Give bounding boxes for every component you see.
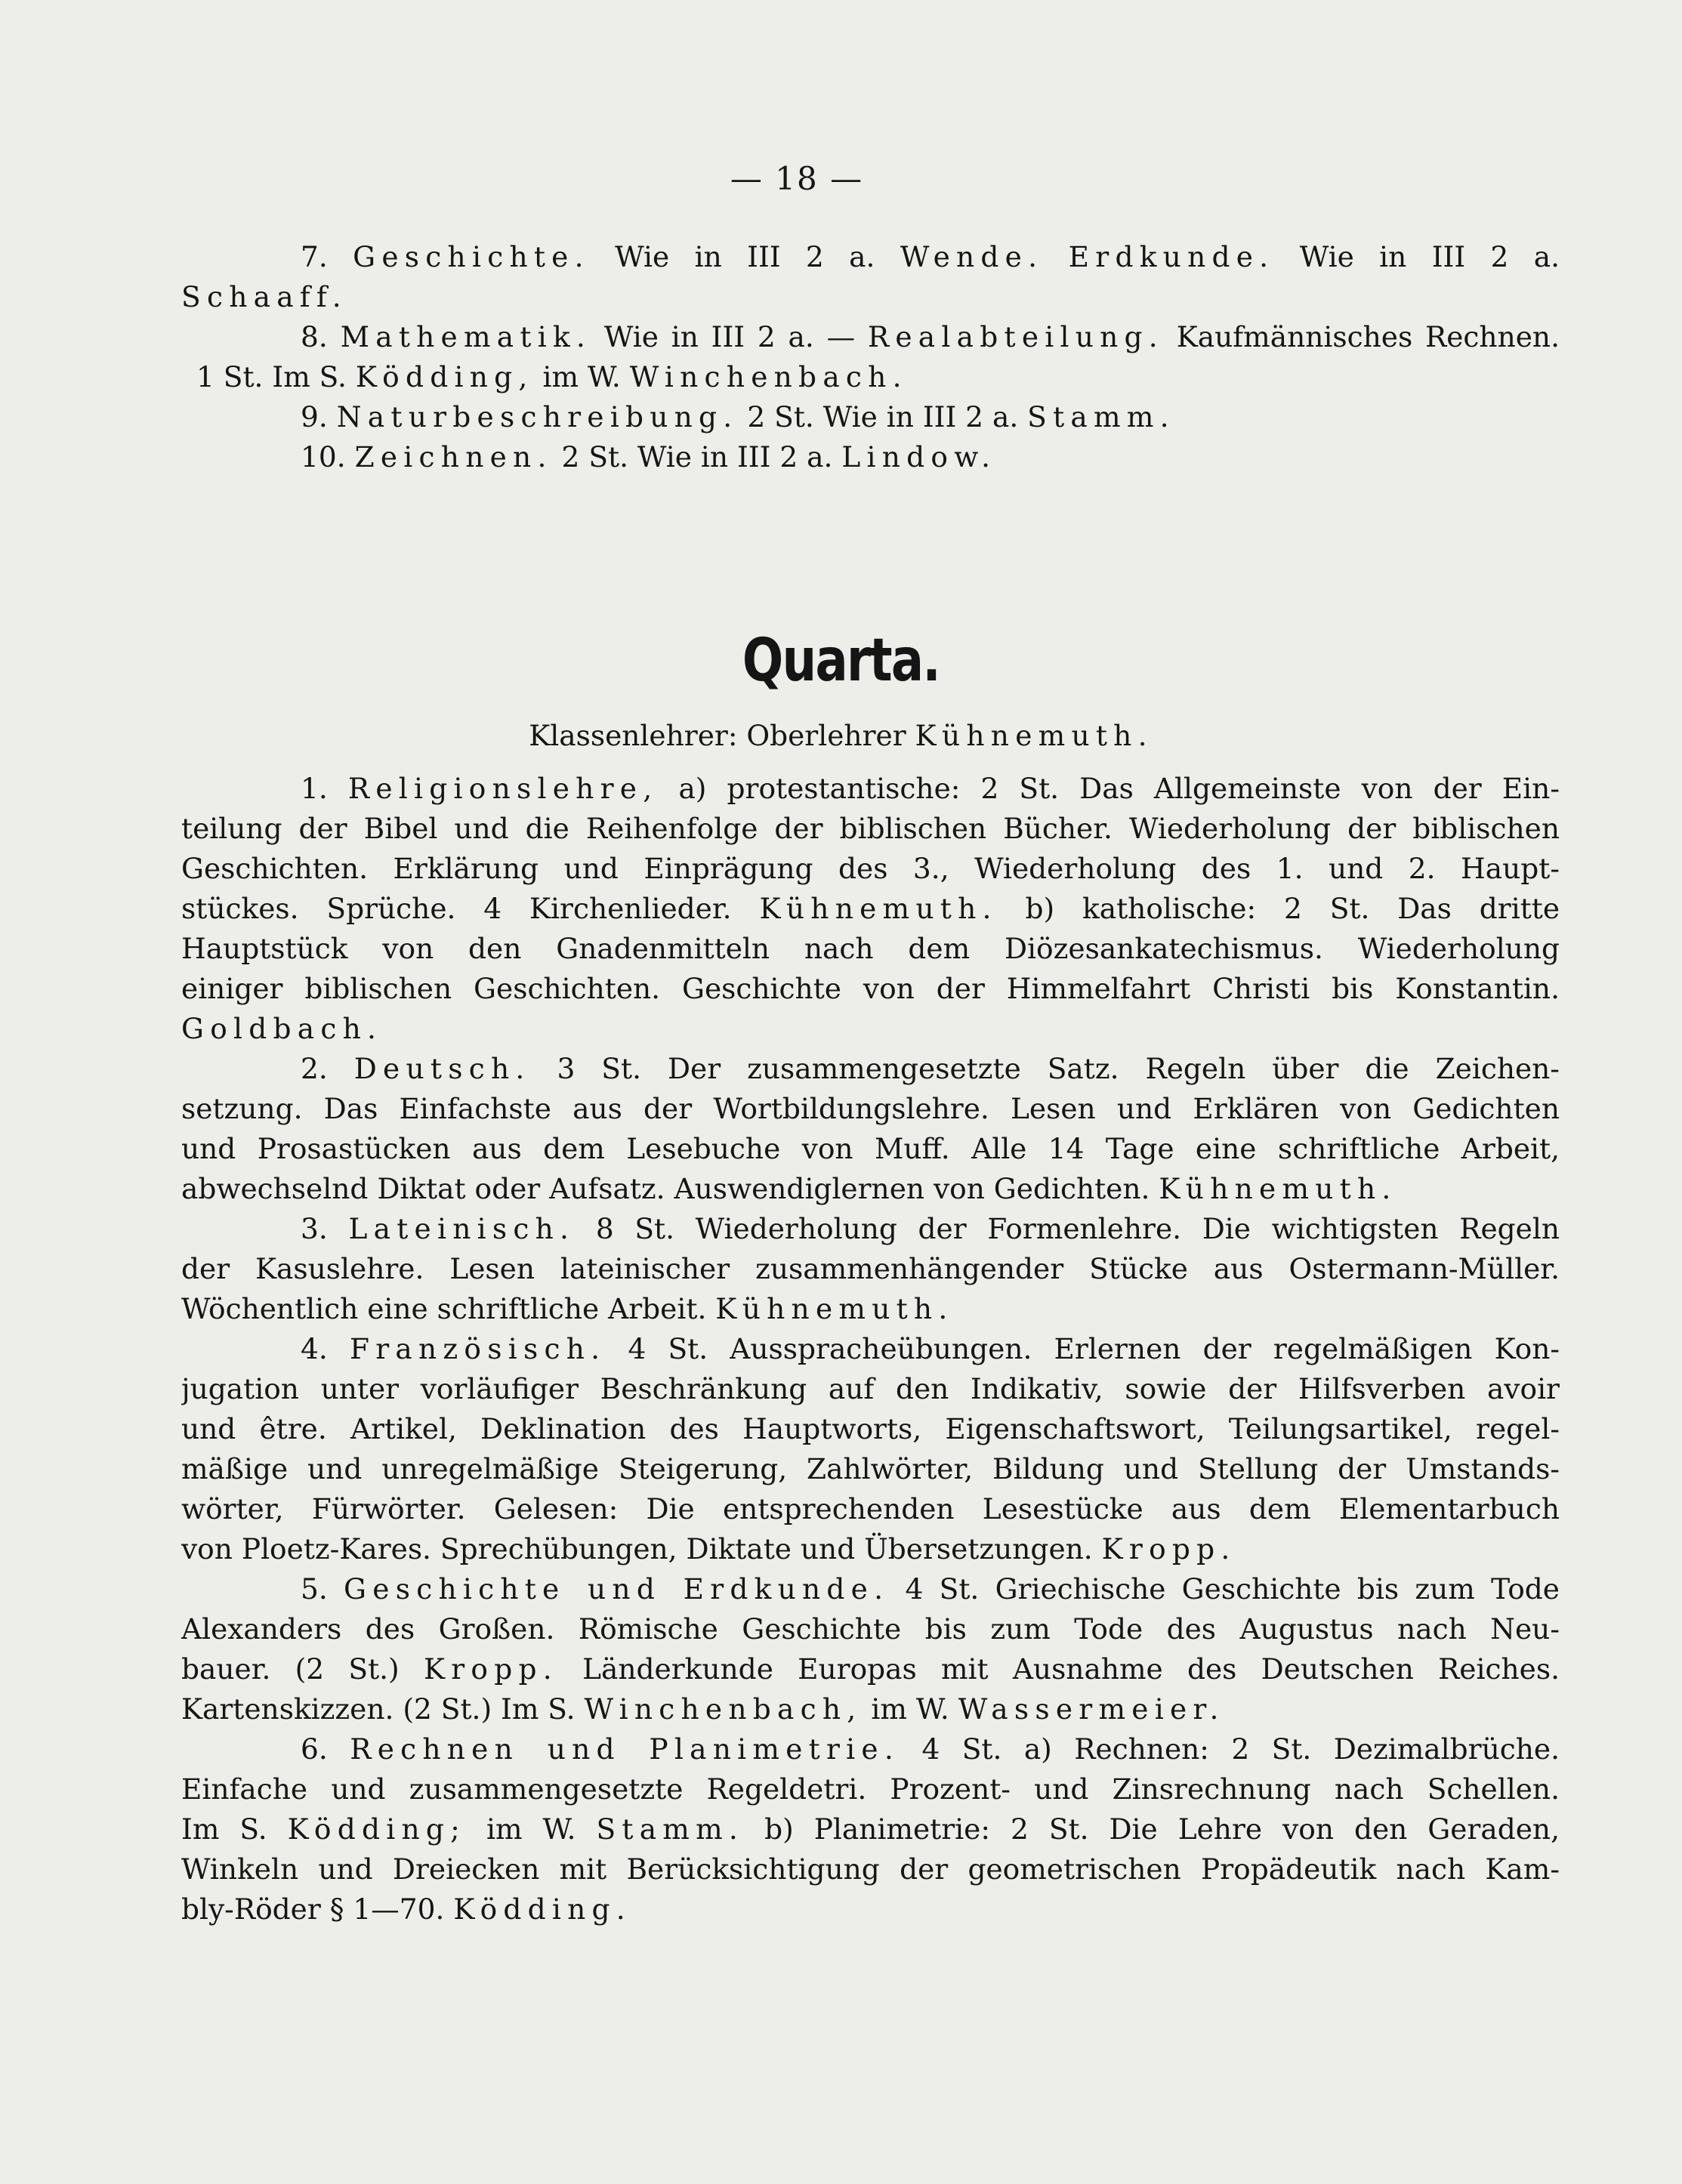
text-line [181, 1689, 1560, 1729]
text-fragment: 1 St. Im S. [196, 360, 347, 393]
text-line [181, 1729, 1560, 1769]
teacher-name: Kropp. [1101, 1532, 1236, 1566]
subject-heading: Französisch. [349, 1332, 606, 1365]
text-fragment: 2 St. Wie in III 2 a. [561, 440, 833, 474]
teacher-name: Winchenbach, [584, 1692, 863, 1726]
text-line: Alexanders des Großen. Römische Geschichte bis zum Tode des Augustus nach Neu- [181, 1612, 1560, 1646]
item-number: 10. [301, 440, 346, 474]
teacher-name: Stamm. [596, 1812, 745, 1846]
text-line [181, 1049, 1560, 1089]
text-line [181, 317, 1560, 357]
text-fragment: von Ploetz-Kares. Sprechübungen, Diktate und Übersetzungen. [181, 1532, 1093, 1566]
text-line [181, 1889, 1560, 1930]
item-number: 9. [301, 400, 328, 433]
text-line: der Kasuslehre. Lesen lateinischer zusammenhängender Stücke aus Ostermann-Müller. [181, 1252, 1560, 1285]
text-fragment: 8 St. Wiederholung der Formenlehre. Die wichtigsten Regeln [595, 1212, 1560, 1245]
teacher-name: Wende. [900, 240, 1044, 273]
subject-heading: Rechnen und Planimetrie. [350, 1732, 900, 1766]
subject-heading: Zeichnen. [354, 440, 553, 474]
text-fragment: Wie in III 2 a. [1299, 240, 1560, 273]
teacher-name: Kühnemuth. [715, 1292, 954, 1325]
text-fragment: Wie in III 2 a. [615, 240, 875, 273]
text-fragment: b) katholische: 2 St. Das dritte [1025, 892, 1560, 925]
teacher-name: Ködding, [355, 360, 534, 393]
text-fragment: Kartenskizzen. (2 St.) Im S. [181, 1692, 576, 1726]
text-fragment: 2 St. Wie in III 2 a. [747, 400, 1019, 433]
text-line: und Prosastücken aus dem Lesebuche von Muff. Alle 14 Tage eine schriftliche Arbeit, [181, 1132, 1560, 1165]
item-number: 6. [301, 1732, 328, 1766]
text-fragment: im W. [542, 360, 621, 393]
text-line: Hauptstück von den Gnadenmitteln nach dem Diözesankatechismus. Wiederholung [181, 932, 1560, 965]
teacher-name: Schaaff. [181, 280, 347, 313]
teacher-name: Kühnemuth. [915, 719, 1153, 752]
item-number: 8. [301, 320, 328, 353]
text-line: setzung. Das Einfachste aus der Wortbildungslehre. Lesen und Erklären von Gedichten [181, 1092, 1560, 1125]
text-fragment: Kaufmännisches Rechnen. [1176, 320, 1560, 353]
klassenlehrer-label: Klassenlehrer: Oberlehrer [529, 719, 906, 752]
teacher-name: Wassermeier. [958, 1692, 1225, 1726]
text-fragment: Wie in III 2 a. — [603, 320, 856, 353]
teacher-name: Ködding; [287, 1812, 467, 1846]
text-line: Geschichten. Erklärung und Einprägung des 3., Wiederholung des 1. und 2. Haupt- [181, 852, 1560, 885]
text-line [181, 1809, 1560, 1849]
text-fragment: a) protestantische: 2 St. Das Allgemeinste von der Ein- [678, 772, 1560, 805]
upper-section [181, 237, 1560, 477]
item-number: 2. [301, 1052, 328, 1085]
text-line: wörter, Fürwörter. Gelesen: Die entsprechenden Lesestücke aus dem Elementarbuch [181, 1492, 1560, 1525]
text-fragment: Wöchentlich eine schriftliche Arbeit. [181, 1292, 707, 1325]
text-fragment: stückes. Sprüche. 4 Kirchenlieder. [181, 892, 732, 925]
subject-heading: Erdkunde. [1068, 240, 1275, 273]
subject-heading: Lateinisch. [348, 1212, 576, 1245]
teacher-name: Stamm. [1027, 400, 1175, 433]
text-fragment: 4 St. Griechische Geschichte bis zum Tode [905, 1572, 1560, 1606]
text-fragment: bauer. (2 St.) [181, 1652, 400, 1686]
text-fragment: abwechselnd Diktat oder Aufsatz. Auswendiglernen von Gedichten. [181, 1172, 1150, 1205]
teacher-name: Ködding. [453, 1892, 631, 1926]
text-line: Winkeln und Dreiecken mit Berücksichtigung der geometrischen Propädeutik nach Kam- [181, 1852, 1560, 1886]
page-number: — 18 — [730, 160, 864, 197]
item-number: 3. [301, 1212, 328, 1245]
text-fragment: 4 St. Ausspracheübungen. Erlernen der regelmäßigen Kon- [628, 1332, 1560, 1365]
text-line [181, 1569, 1560, 1609]
teacher-name: Kühnemuth. [759, 892, 998, 925]
item-number: 4. [301, 1332, 328, 1365]
text-line [181, 237, 1560, 277]
text-line [181, 1209, 1560, 1249]
teacher-name: Kropp. [423, 1652, 558, 1686]
curriculum-body [181, 769, 1560, 1930]
text-line: teilung der Bibel und die Reihenfolge der biblischen Bücher. Wiederholung der biblischen [181, 812, 1560, 845]
subject-heading: Religionslehre, [347, 772, 659, 805]
subject-heading: Realabteilung. [867, 320, 1164, 353]
text-line [181, 437, 1560, 477]
text-line [181, 1009, 1560, 1049]
text-fragment: 4 St. a) Rechnen: 2 St. Dezimalbrüche. [921, 1732, 1560, 1766]
text-line [181, 769, 1560, 809]
text-line [181, 397, 1560, 437]
text-line [181, 1289, 1560, 1329]
subject-heading: Naturbeschreibung. [336, 400, 739, 433]
text-fragment: 3 St. Der zusammengesetzte Satz. Regeln über die Zeichen- [557, 1052, 1560, 1085]
klassenlehrer-line [0, 716, 1682, 756]
text-line: einiger biblischen Geschichten. Geschichte von der Himmelfahrt Christi bis Konstantin. [181, 972, 1560, 1005]
subject-heading: Mathematik. [340, 320, 592, 353]
item-number: 5. [301, 1572, 328, 1606]
text-line: und être. Artikel, Deklination des Hauptworts, Eigenschaftswort, Teilungsartikel, regel- [181, 1412, 1560, 1445]
item-number: 1. [301, 772, 328, 805]
text-fragment: b) Planimetrie: 2 St. Die Lehre von den Geraden, [764, 1812, 1560, 1846]
text-fragment: Im S. [181, 1812, 267, 1846]
text-line [181, 357, 1560, 397]
text-fragment: im W. [871, 1692, 949, 1726]
teacher-name: Lindow. [841, 440, 997, 474]
text-fragment: bly-Röder § 1—70. [181, 1892, 445, 1926]
text-line [181, 1329, 1560, 1369]
text-line [181, 1529, 1560, 1569]
item-number: 7. [301, 240, 328, 273]
text-line: jugation unter vorläufiger Beschränkung auf den Indikativ, sowie der Hilfsverben avoir [181, 1372, 1560, 1405]
text-line [181, 1649, 1560, 1689]
text-fragment: im W. [486, 1812, 576, 1846]
teacher-name: Kühnemuth. [1159, 1172, 1397, 1205]
teacher-name: Winchenbach. [629, 360, 908, 393]
text-line: mäßige und unregelmäßige Steigerung, Zahlwörter, Bildung und Stellung der Umstands- [181, 1452, 1560, 1485]
text-line [181, 1169, 1560, 1209]
text-line [181, 277, 1560, 317]
text-line: Einfache und zusammengesetzte Regeldetri. Prozent- und Zinsrechnung nach Schellen. [181, 1772, 1560, 1806]
section-title: Quarta. [742, 627, 940, 695]
subject-heading: Geschichte und Erdkunde. [344, 1572, 890, 1606]
subject-heading: Geschichte. [353, 240, 590, 273]
subject-heading: Deutsch. [353, 1052, 531, 1085]
text-fragment: Länderkunde Europas mit Ausnahme des Deutschen Reiches. [582, 1652, 1560, 1686]
teacher-name: Goldbach. [181, 1012, 383, 1045]
text-line [181, 889, 1560, 929]
